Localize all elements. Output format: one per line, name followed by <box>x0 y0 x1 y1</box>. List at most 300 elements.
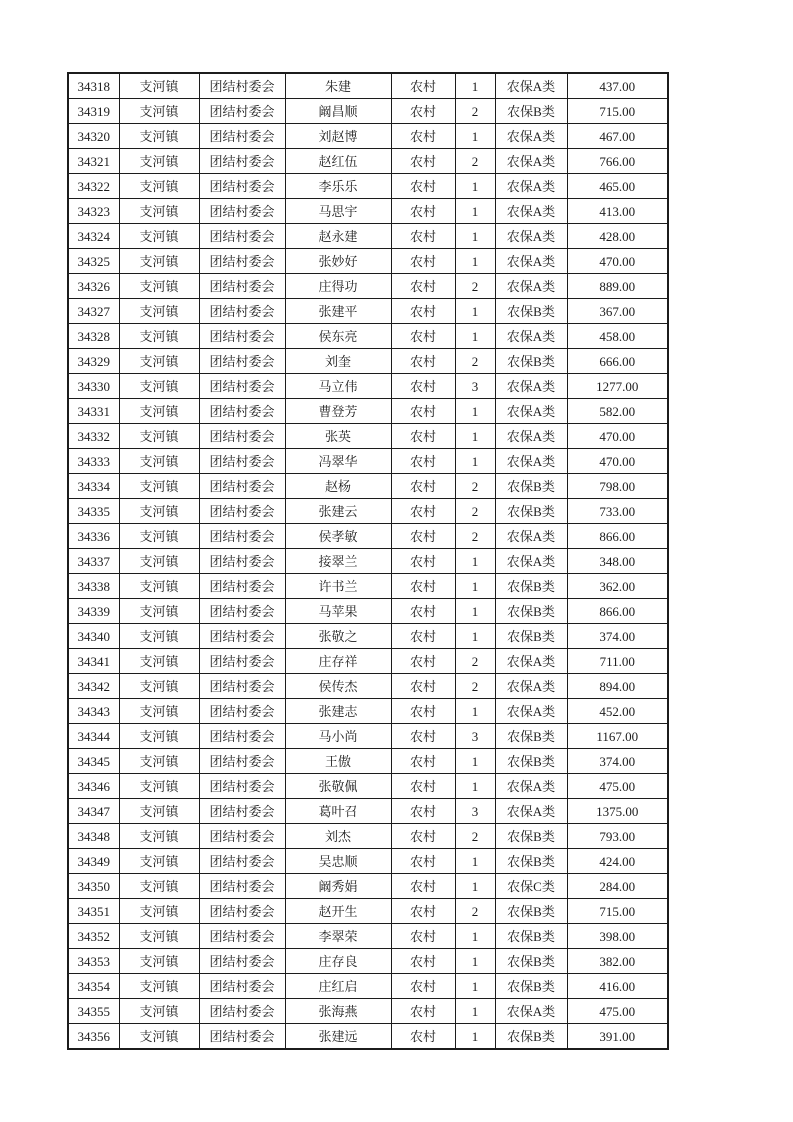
cell-insurance-category: 农保A类 <box>495 999 567 1024</box>
cell-person-count: 1 <box>455 1024 495 1050</box>
cell-area-type: 农村 <box>391 199 455 224</box>
cell-area-type: 农村 <box>391 249 455 274</box>
cell-area-type: 农村 <box>391 424 455 449</box>
cell-town: 支河镇 <box>119 874 199 899</box>
cell-amount: 374.00 <box>567 624 668 649</box>
cell-person-count: 2 <box>455 524 495 549</box>
cell-record-id: 34318 <box>68 73 119 99</box>
cell-record-id: 34328 <box>68 324 119 349</box>
cell-person-name: 李翠荣 <box>285 924 391 949</box>
table-row <box>68 724 668 749</box>
cell-village-committee: 团结村委会 <box>199 799 285 824</box>
cell-person-name: 王傲 <box>285 749 391 774</box>
cell-area-type: 农村 <box>391 749 455 774</box>
cell-person-count: 2 <box>455 99 495 124</box>
cell-person-count: 1 <box>455 874 495 899</box>
cell-village-committee: 团结村委会 <box>199 1024 285 1050</box>
cell-person-name: 张英 <box>285 424 391 449</box>
cell-person-name: 庄存良 <box>285 949 391 974</box>
cell-town: 支河镇 <box>119 249 199 274</box>
cell-insurance-category: 农保A类 <box>495 649 567 674</box>
cell-person-count: 3 <box>455 374 495 399</box>
cell-area-type: 农村 <box>391 649 455 674</box>
table-row <box>68 949 668 974</box>
cell-person-name: 吴忠顺 <box>285 849 391 874</box>
cell-village-committee: 团结村委会 <box>199 224 285 249</box>
cell-person-name: 赵开生 <box>285 899 391 924</box>
cell-amount: 715.00 <box>567 99 668 124</box>
cell-area-type: 农村 <box>391 174 455 199</box>
cell-record-id: 34344 <box>68 724 119 749</box>
table-row <box>68 474 668 499</box>
cell-insurance-category: 农保A类 <box>495 674 567 699</box>
cell-area-type: 农村 <box>391 574 455 599</box>
table-row <box>68 499 668 524</box>
cell-village-committee: 团结村委会 <box>199 724 285 749</box>
cell-insurance-category: 农保B类 <box>495 724 567 749</box>
cell-person-name: 马小尚 <box>285 724 391 749</box>
table-row <box>68 374 668 399</box>
cell-person-count: 1 <box>455 774 495 799</box>
cell-area-type: 农村 <box>391 724 455 749</box>
cell-insurance-category: 农保B类 <box>495 349 567 374</box>
cell-record-id: 34333 <box>68 449 119 474</box>
cell-person-name: 阚昌顺 <box>285 99 391 124</box>
table-row <box>68 674 668 699</box>
cell-insurance-category: 农保B类 <box>495 99 567 124</box>
table-row <box>68 599 668 624</box>
cell-town: 支河镇 <box>119 274 199 299</box>
cell-person-name: 接翠兰 <box>285 549 391 574</box>
cell-area-type: 农村 <box>391 124 455 149</box>
cell-amount: 733.00 <box>567 499 668 524</box>
cell-amount: 413.00 <box>567 199 668 224</box>
cell-person-name: 李乐乐 <box>285 174 391 199</box>
cell-insurance-category: 农保B类 <box>495 824 567 849</box>
cell-town: 支河镇 <box>119 574 199 599</box>
cell-person-name: 朱建 <box>285 73 391 99</box>
cell-amount: 798.00 <box>567 474 668 499</box>
cell-amount: 391.00 <box>567 1024 668 1050</box>
cell-person-name: 侯东亮 <box>285 324 391 349</box>
cell-record-id: 34351 <box>68 899 119 924</box>
cell-amount: 470.00 <box>567 449 668 474</box>
table-row <box>68 249 668 274</box>
cell-person-count: 1 <box>455 224 495 249</box>
cell-amount: 374.00 <box>567 749 668 774</box>
cell-insurance-category: 农保B类 <box>495 949 567 974</box>
cell-village-committee: 团结村委会 <box>199 649 285 674</box>
cell-person-count: 1 <box>455 974 495 999</box>
table-row <box>68 73 668 99</box>
cell-record-id: 34325 <box>68 249 119 274</box>
cell-person-count: 1 <box>455 749 495 774</box>
cell-person-count: 1 <box>455 574 495 599</box>
cell-amount: 452.00 <box>567 699 668 724</box>
table-row <box>68 574 668 599</box>
cell-record-id: 34332 <box>68 424 119 449</box>
cell-area-type: 农村 <box>391 849 455 874</box>
table-row <box>68 849 668 874</box>
cell-person-count: 1 <box>455 424 495 449</box>
table-row <box>68 199 668 224</box>
cell-town: 支河镇 <box>119 549 199 574</box>
cell-town: 支河镇 <box>119 749 199 774</box>
cell-record-id: 34352 <box>68 924 119 949</box>
cell-town: 支河镇 <box>119 599 199 624</box>
cell-area-type: 农村 <box>391 949 455 974</box>
cell-person-name: 赵杨 <box>285 474 391 499</box>
cell-record-id: 34340 <box>68 624 119 649</box>
cell-amount: 362.00 <box>567 574 668 599</box>
cell-area-type: 农村 <box>391 499 455 524</box>
cell-village-committee: 团结村委会 <box>199 924 285 949</box>
cell-area-type: 农村 <box>391 149 455 174</box>
cell-area-type: 农村 <box>391 624 455 649</box>
cell-insurance-category: 农保B类 <box>495 974 567 999</box>
cell-person-name: 曹登芳 <box>285 399 391 424</box>
cell-town: 支河镇 <box>119 624 199 649</box>
cell-village-committee: 团结村委会 <box>199 774 285 799</box>
cell-insurance-category: 农保B类 <box>495 299 567 324</box>
cell-town: 支河镇 <box>119 73 199 99</box>
cell-person-name: 张敬佩 <box>285 774 391 799</box>
cell-person-count: 1 <box>455 174 495 199</box>
cell-village-committee: 团结村委会 <box>199 324 285 349</box>
cell-person-count: 1 <box>455 299 495 324</box>
cell-amount: 458.00 <box>567 324 668 349</box>
cell-village-committee: 团结村委会 <box>199 449 285 474</box>
cell-town: 支河镇 <box>119 349 199 374</box>
cell-record-id: 34330 <box>68 374 119 399</box>
table-row <box>68 974 668 999</box>
cell-amount: 711.00 <box>567 649 668 674</box>
cell-village-committee: 团结村委会 <box>199 349 285 374</box>
cell-record-id: 34337 <box>68 549 119 574</box>
cell-town: 支河镇 <box>119 199 199 224</box>
cell-person-count: 1 <box>455 999 495 1024</box>
cell-village-committee: 团结村委会 <box>199 674 285 699</box>
cell-person-count: 2 <box>455 274 495 299</box>
cell-village-committee: 团结村委会 <box>199 424 285 449</box>
table-row <box>68 449 668 474</box>
cell-village-committee: 团结村委会 <box>199 749 285 774</box>
cell-town: 支河镇 <box>119 299 199 324</box>
cell-area-type: 农村 <box>391 274 455 299</box>
cell-insurance-category: 农保A类 <box>495 274 567 299</box>
cell-person-count: 2 <box>455 349 495 374</box>
cell-area-type: 农村 <box>391 899 455 924</box>
cell-person-count: 1 <box>455 549 495 574</box>
cell-insurance-category: 农保A类 <box>495 174 567 199</box>
cell-area-type: 农村 <box>391 449 455 474</box>
cell-person-count: 2 <box>455 899 495 924</box>
cell-insurance-category: 农保A类 <box>495 699 567 724</box>
cell-person-count: 2 <box>455 499 495 524</box>
cell-village-committee: 团结村委会 <box>199 199 285 224</box>
cell-area-type: 农村 <box>391 699 455 724</box>
cell-town: 支河镇 <box>119 1024 199 1050</box>
cell-amount: 398.00 <box>567 924 668 949</box>
cell-record-id: 34348 <box>68 824 119 849</box>
table-row <box>68 399 668 424</box>
cell-amount: 467.00 <box>567 124 668 149</box>
cell-record-id: 34329 <box>68 349 119 374</box>
cell-person-name: 张海燕 <box>285 999 391 1024</box>
table-row <box>68 174 668 199</box>
table-row <box>68 324 668 349</box>
table-row <box>68 124 668 149</box>
cell-amount: 465.00 <box>567 174 668 199</box>
cell-village-committee: 团结村委会 <box>199 524 285 549</box>
cell-person-name: 刘奎 <box>285 349 391 374</box>
cell-village-committee: 团结村委会 <box>199 474 285 499</box>
cell-person-name: 庄得功 <box>285 274 391 299</box>
cell-amount: 866.00 <box>567 599 668 624</box>
table-row <box>68 899 668 924</box>
cell-person-name: 葛叶召 <box>285 799 391 824</box>
table-row <box>68 924 668 949</box>
cell-town: 支河镇 <box>119 899 199 924</box>
cell-person-count: 1 <box>455 449 495 474</box>
cell-village-committee: 团结村委会 <box>199 124 285 149</box>
cell-town: 支河镇 <box>119 649 199 674</box>
cell-amount: 416.00 <box>567 974 668 999</box>
cell-record-id: 34353 <box>68 949 119 974</box>
cell-town: 支河镇 <box>119 474 199 499</box>
cell-person-count: 3 <box>455 799 495 824</box>
table-row <box>68 424 668 449</box>
cell-area-type: 农村 <box>391 474 455 499</box>
cell-town: 支河镇 <box>119 524 199 549</box>
cell-area-type: 农村 <box>391 799 455 824</box>
cell-person-count: 2 <box>455 149 495 174</box>
cell-village-committee: 团结村委会 <box>199 624 285 649</box>
cell-village-committee: 团结村委会 <box>199 699 285 724</box>
cell-town: 支河镇 <box>119 699 199 724</box>
cell-town: 支河镇 <box>119 724 199 749</box>
cell-insurance-category: 农保A类 <box>495 249 567 274</box>
table-row <box>68 874 668 899</box>
cell-village-committee: 团结村委会 <box>199 949 285 974</box>
cell-record-id: 34345 <box>68 749 119 774</box>
cell-area-type: 农村 <box>391 824 455 849</box>
table-row <box>68 224 668 249</box>
cell-village-committee: 团结村委会 <box>199 999 285 1024</box>
cell-amount: 582.00 <box>567 399 668 424</box>
cell-insurance-category: 农保B类 <box>495 849 567 874</box>
cell-area-type: 农村 <box>391 374 455 399</box>
cell-record-id: 34331 <box>68 399 119 424</box>
table-row <box>68 749 668 774</box>
cell-person-count: 1 <box>455 124 495 149</box>
cell-town: 支河镇 <box>119 849 199 874</box>
cell-insurance-category: 农保B类 <box>495 924 567 949</box>
cell-amount: 793.00 <box>567 824 668 849</box>
table-row <box>68 524 668 549</box>
cell-insurance-category: 农保B类 <box>495 474 567 499</box>
cell-town: 支河镇 <box>119 824 199 849</box>
cell-person-name: 庄红启 <box>285 974 391 999</box>
cell-record-id: 34355 <box>68 999 119 1024</box>
cell-person-name: 张敬之 <box>285 624 391 649</box>
cell-person-name: 张建平 <box>285 299 391 324</box>
cell-record-id: 34347 <box>68 799 119 824</box>
cell-record-id: 34336 <box>68 524 119 549</box>
cell-amount: 889.00 <box>567 274 668 299</box>
cell-person-count: 1 <box>455 599 495 624</box>
cell-person-count: 1 <box>455 924 495 949</box>
cell-person-count: 1 <box>455 624 495 649</box>
table-row <box>68 799 668 824</box>
cell-record-id: 34350 <box>68 874 119 899</box>
cell-record-id: 34349 <box>68 849 119 874</box>
cell-area-type: 农村 <box>391 599 455 624</box>
table-row <box>68 274 668 299</box>
table-row <box>68 99 668 124</box>
cell-person-count: 1 <box>455 699 495 724</box>
cell-amount: 470.00 <box>567 424 668 449</box>
cell-amount: 766.00 <box>567 149 668 174</box>
cell-person-name: 赵永建 <box>285 224 391 249</box>
cell-area-type: 农村 <box>391 974 455 999</box>
cell-area-type: 农村 <box>391 299 455 324</box>
cell-insurance-category: 农保B类 <box>495 574 567 599</box>
cell-town: 支河镇 <box>119 374 199 399</box>
table-body <box>68 73 668 1049</box>
cell-village-committee: 团结村委会 <box>199 824 285 849</box>
cell-village-committee: 团结村委会 <box>199 974 285 999</box>
cell-town: 支河镇 <box>119 999 199 1024</box>
cell-village-committee: 团结村委会 <box>199 374 285 399</box>
cell-person-name: 侯传杰 <box>285 674 391 699</box>
table-row <box>68 824 668 849</box>
cell-area-type: 农村 <box>391 73 455 99</box>
cell-amount: 382.00 <box>567 949 668 974</box>
cell-area-type: 农村 <box>391 324 455 349</box>
cell-record-id: 34319 <box>68 99 119 124</box>
cell-town: 支河镇 <box>119 499 199 524</box>
cell-person-count: 1 <box>455 399 495 424</box>
cell-person-name: 刘杰 <box>285 824 391 849</box>
cell-area-type: 农村 <box>391 99 455 124</box>
cell-insurance-category: 农保A类 <box>495 224 567 249</box>
cell-town: 支河镇 <box>119 399 199 424</box>
cell-amount: 1375.00 <box>567 799 668 824</box>
cell-amount: 348.00 <box>567 549 668 574</box>
table-row <box>68 774 668 799</box>
cell-town: 支河镇 <box>119 799 199 824</box>
cell-record-id: 34341 <box>68 649 119 674</box>
cell-insurance-category: 农保A类 <box>495 774 567 799</box>
cell-record-id: 34321 <box>68 149 119 174</box>
cell-record-id: 34322 <box>68 174 119 199</box>
cell-insurance-category: 农保A类 <box>495 374 567 399</box>
cell-village-committee: 团结村委会 <box>199 499 285 524</box>
cell-insurance-category: 农保B类 <box>495 899 567 924</box>
cell-area-type: 农村 <box>391 999 455 1024</box>
cell-insurance-category: 农保A类 <box>495 399 567 424</box>
table-row <box>68 1024 668 1050</box>
cell-record-id: 34346 <box>68 774 119 799</box>
cell-town: 支河镇 <box>119 974 199 999</box>
cell-insurance-category: 农保A类 <box>495 799 567 824</box>
cell-record-id: 34334 <box>68 474 119 499</box>
cell-person-name: 阚秀娟 <box>285 874 391 899</box>
cell-village-committee: 团结村委会 <box>199 899 285 924</box>
cell-amount: 666.00 <box>567 349 668 374</box>
cell-village-committee: 团结村委会 <box>199 99 285 124</box>
cell-amount: 715.00 <box>567 899 668 924</box>
cell-town: 支河镇 <box>119 424 199 449</box>
cell-amount: 1167.00 <box>567 724 668 749</box>
cell-person-count: 1 <box>455 949 495 974</box>
cell-town: 支河镇 <box>119 99 199 124</box>
cell-amount: 367.00 <box>567 299 668 324</box>
cell-town: 支河镇 <box>119 224 199 249</box>
cell-record-id: 34320 <box>68 124 119 149</box>
cell-village-committee: 团结村委会 <box>199 874 285 899</box>
cell-person-count: 2 <box>455 649 495 674</box>
benefits-table <box>67 72 669 1050</box>
cell-village-committee: 团结村委会 <box>199 574 285 599</box>
cell-insurance-category: 农保B类 <box>495 749 567 774</box>
cell-record-id: 34326 <box>68 274 119 299</box>
table-row <box>68 999 668 1024</box>
cell-person-count: 2 <box>455 824 495 849</box>
cell-town: 支河镇 <box>119 124 199 149</box>
cell-person-name: 冯翠华 <box>285 449 391 474</box>
cell-insurance-category: 农保B类 <box>495 1024 567 1050</box>
cell-area-type: 农村 <box>391 924 455 949</box>
cell-town: 支河镇 <box>119 324 199 349</box>
cell-amount: 475.00 <box>567 999 668 1024</box>
cell-record-id: 34323 <box>68 199 119 224</box>
cell-insurance-category: 农保A类 <box>495 149 567 174</box>
cell-amount: 475.00 <box>567 774 668 799</box>
cell-area-type: 农村 <box>391 224 455 249</box>
cell-insurance-category: 农保A类 <box>495 549 567 574</box>
cell-person-name: 马思宇 <box>285 199 391 224</box>
cell-area-type: 农村 <box>391 349 455 374</box>
cell-record-id: 34354 <box>68 974 119 999</box>
table-row <box>68 624 668 649</box>
cell-village-committee: 团结村委会 <box>199 599 285 624</box>
cell-village-committee: 团结村委会 <box>199 174 285 199</box>
table-row <box>68 699 668 724</box>
cell-insurance-category: 农保A类 <box>495 424 567 449</box>
table-row <box>68 149 668 174</box>
cell-record-id: 34324 <box>68 224 119 249</box>
cell-amount: 424.00 <box>567 849 668 874</box>
cell-insurance-category: 农保A类 <box>495 524 567 549</box>
cell-area-type: 农村 <box>391 874 455 899</box>
table-row <box>68 299 668 324</box>
cell-amount: 866.00 <box>567 524 668 549</box>
cell-insurance-category: 农保B类 <box>495 624 567 649</box>
cell-person-name: 张建云 <box>285 499 391 524</box>
cell-village-committee: 团结村委会 <box>199 849 285 874</box>
cell-village-committee: 团结村委会 <box>199 399 285 424</box>
cell-insurance-category: 农保A类 <box>495 324 567 349</box>
cell-town: 支河镇 <box>119 149 199 174</box>
cell-person-name: 庄存祥 <box>285 649 391 674</box>
cell-insurance-category: 农保A类 <box>495 199 567 224</box>
cell-person-name: 张建远 <box>285 1024 391 1050</box>
cell-person-name: 赵红伍 <box>285 149 391 174</box>
cell-record-id: 34356 <box>68 1024 119 1050</box>
cell-person-count: 1 <box>455 849 495 874</box>
